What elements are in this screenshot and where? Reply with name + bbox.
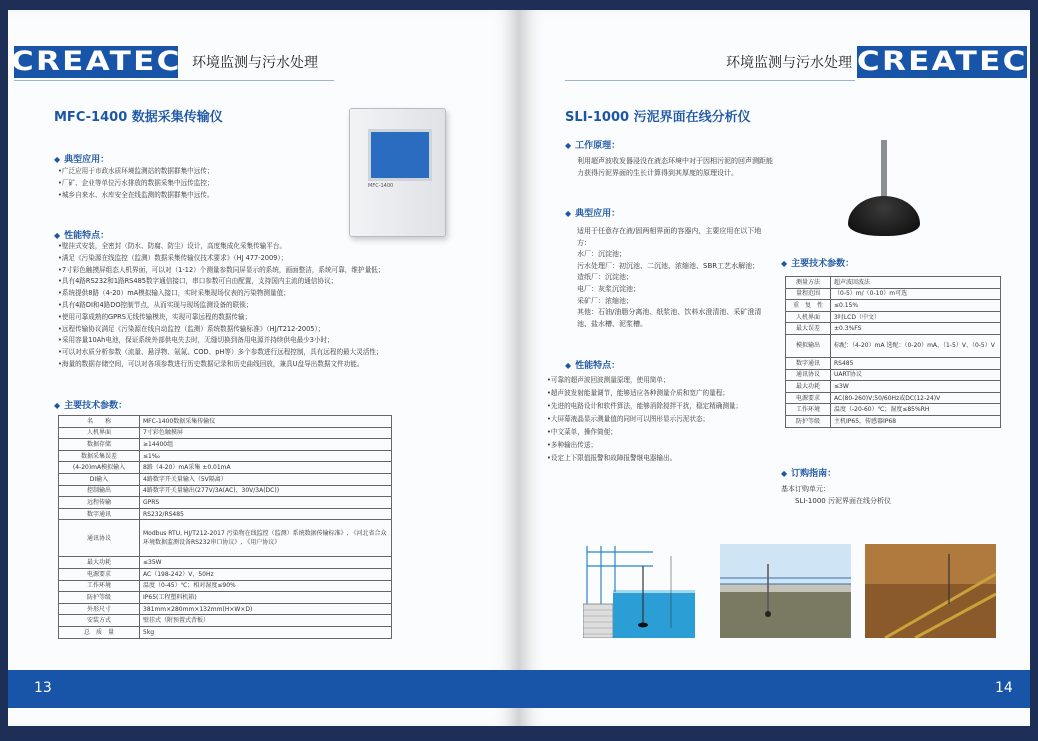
list-item: • 设定上下限值报警和故障报警继电器输出。 bbox=[547, 452, 755, 465]
list-item: • 壁挂式安装，全密封（防水、防腐、防尘）设计，高度集成化采集传输平台。 bbox=[58, 241, 498, 253]
brochure-spread bbox=[8, 10, 1030, 726]
features-list bbox=[547, 374, 755, 465]
header-rule bbox=[14, 80, 334, 81]
text-line: 适用于任意存在液/固两相界面的容器内，主要应用在以下地方： bbox=[577, 227, 762, 247]
footer-bar bbox=[519, 670, 1030, 708]
list-item: • 先进的电路设计和软件算法，能够消除搅拌干扰，稳定精确测量； bbox=[547, 400, 755, 413]
list-item: • 海量的数据存储空间，可以对各项参数进行历史数据记录和历史曲线回放，兼具U盘导出数据文件功能。 bbox=[58, 359, 498, 371]
text-line: 采矿厂：浓缩池； bbox=[577, 296, 633, 305]
product-title: MFC-1400 数据采集传输仪 bbox=[54, 110, 223, 125]
table-row: (4-20)mA模拟输入 8路（4-20）mA采集 ±0.01mA bbox=[59, 462, 392, 474]
list-item: • 远程传输协议满足《污染源在线自动监控（监测）系统数据传输标准》（HJ/T212-2005）； bbox=[58, 324, 498, 336]
footer-bar bbox=[8, 670, 519, 708]
table-row: 名 称 MFC-1400数据采集传输仪 bbox=[59, 416, 392, 428]
list-item: • 系统提供8路（4-20）mA模拟输入接口，实时采集现场仪表的污染物测量值； bbox=[58, 288, 498, 300]
section-features: ◆ 性能特点： bbox=[54, 228, 109, 241]
table-row: 数字通讯 RS232/RS485 bbox=[59, 508, 392, 520]
section-features: ◆ 性能特点： bbox=[565, 358, 620, 371]
createc-logo: CREATEC bbox=[10, 46, 182, 77]
list-item: • 使用可靠成熟的GPRS无线传输模块，实现可靠远程的数据传输； bbox=[58, 312, 498, 324]
createc-logo: CREATEC bbox=[856, 46, 1028, 77]
table-row: 电源要求 AC(80-260)V;50/60Hz或DC(12-24)V bbox=[786, 392, 1001, 404]
table-row: 通讯协议 Modbus RTU, HJ/T212-2017 污染物在线监控（监测）系统数据传输标准》, 《河北省合众环境数据监测设备RS232串口协议》, 《用户协议》 bbox=[59, 520, 392, 557]
installation-diagram bbox=[583, 544, 695, 638]
table-row: 电源要求 AC（198-242）V，50Hz bbox=[59, 568, 392, 580]
table-row: 量程范围 （0-5）m/（0-10）m可选 bbox=[786, 288, 1001, 300]
text-line: 其他：石油/油脂分离池、纸浆池、饮料水澄清池、采矿澄清池、盐水槽、泥浆槽。 bbox=[577, 308, 762, 328]
list-item: • 厂矿、企业等单位污水排放的数据采集中远传监控； bbox=[58, 178, 348, 190]
list-item: • 城乡自来水、水库安全在线监测的数据群集中远传。 bbox=[58, 190, 348, 202]
list-item: • 大屏幕液晶显示测量值的同时可以图形显示污泥状态； bbox=[547, 413, 755, 426]
table-row: 防护等级 主机IP65，传感器IP68 bbox=[786, 415, 1001, 427]
section-spec: ◆ 主要技术参数： bbox=[54, 398, 127, 411]
page-number: 13 bbox=[34, 680, 52, 696]
table-row: DI输入 4路数字开关量输入（5V隔离） bbox=[59, 473, 392, 485]
list-item: • 中文菜单，操作简便； bbox=[547, 426, 755, 439]
table-row: 最大误差 ±0.3%FS bbox=[786, 323, 1001, 335]
table-row: 防护等级 IP65(工程塑料机箱) bbox=[59, 592, 392, 604]
sensor-probe-photo bbox=[848, 196, 920, 236]
text-line: 电厂：灰浆沉淀池； bbox=[577, 284, 640, 293]
left-page bbox=[8, 10, 519, 726]
list-item: • 采用容量10Ah电池，保证系统外部供电失去时，无缝切换到备用电源并持续供电最少3小时； bbox=[58, 335, 498, 347]
section-typical-app: ◆ 典型应用： bbox=[565, 206, 620, 219]
order-line: SLI-1000 污泥界面在线分析仪 bbox=[795, 496, 891, 505]
typical-app-list bbox=[58, 166, 348, 201]
list-item: • 多种输出传送； bbox=[547, 439, 755, 452]
table-row: 人机界面 7寸彩色触摸屏 bbox=[59, 427, 392, 439]
table-row: 测量方法 超声波回波法 bbox=[786, 277, 1001, 289]
list-item: • 可靠的超声波回波测量原理，使用简单； bbox=[547, 374, 755, 387]
typical-app-text bbox=[577, 226, 773, 330]
sensor-rod bbox=[881, 140, 887, 200]
table-row: 远程传输 GPRS bbox=[59, 497, 392, 509]
table-row: 模拟输出 标配：（4-20）mA 选配：（0-20）mA、（1-5）V、（0-5）V bbox=[786, 334, 1001, 357]
table-row: 重 复 性 ≤0.15% bbox=[786, 300, 1001, 312]
table-row: 人机界面 3吋LCD（中文） bbox=[786, 311, 1001, 323]
table-row: 工作环境 温度（-20-60）℃；湿度≤85%RH bbox=[786, 404, 1001, 416]
device-label: MFC-1400 bbox=[368, 183, 394, 189]
spec-table bbox=[785, 276, 1001, 428]
order-text bbox=[781, 484, 981, 507]
site-photo-clarifier bbox=[865, 544, 996, 638]
table-row: 数据采集误差 ≤1‰ bbox=[59, 450, 392, 462]
section-typical-app: ◆ 典型应用： bbox=[54, 152, 109, 165]
table-row: 最大功耗 ≤35W bbox=[59, 557, 392, 569]
section-principle: ◆ 工作原理： bbox=[565, 138, 620, 151]
text-line: 造纸厂：沉淀池； bbox=[577, 273, 633, 282]
table-row: 安装方式 壁挂式（附预置式背板） bbox=[59, 615, 392, 627]
order-line: 基本订购单元： bbox=[781, 485, 830, 493]
list-item: • 具有4路RS232和1路RS485数字通信接口，串口参数可自由配置，支持国内主流的通信协议； bbox=[58, 276, 498, 288]
right-page bbox=[519, 10, 1030, 726]
device-photo bbox=[349, 108, 446, 237]
list-item: • 超声波发射能量调节，能够适应各种测量介质和宽广的量程； bbox=[547, 387, 755, 400]
table-row: 数字通讯 RS485 bbox=[786, 357, 1001, 369]
table-row: 总 质 量 5kg bbox=[59, 626, 392, 638]
features-list bbox=[58, 241, 498, 371]
header-rule bbox=[565, 80, 855, 81]
header-title: 环境监测与污水处理 bbox=[192, 55, 318, 71]
section-order: ◆ 订购指南： bbox=[781, 466, 836, 479]
table-row: 工作环境 温度（0-45）℃；相对湿度≤90% bbox=[59, 580, 392, 592]
text-line: 水厂：沉淀池； bbox=[577, 250, 626, 259]
product-title: SLI-1000 污泥界面在线分析仪 bbox=[565, 110, 751, 125]
table-row: 通讯协议 UART协议 bbox=[786, 369, 1001, 381]
table-row: 控制输出 4路数字开关量输出(277V/3A(AC)、30V/3A(DC)) bbox=[59, 485, 392, 497]
table-row: 数据存储 ≥14400组 bbox=[59, 439, 392, 451]
spec-table bbox=[58, 415, 392, 639]
text-line: 污水处理厂：初沉池、二沉池、浓缩池、SBR工艺水解池； bbox=[577, 261, 760, 270]
table-row: 最大功耗 ≤3W bbox=[786, 381, 1001, 393]
header-title: 环境监测与污水处理 bbox=[726, 55, 852, 71]
principle-text: 利用超声波收发器浸没在液态环境中对于因相污泥的回声测距能力获得污泥界面的生长计算得到其厚度的原理设计。 bbox=[577, 157, 773, 177]
list-item: • 可以对水质分析参数（流量、悬浮物、氨氮、COD、pH等）多个参数进行远程控制，具有远程的最大灵活性； bbox=[58, 347, 498, 359]
list-item: • 满足《污染源在线监控（监测）数据采集传输仪技术要求》（HJ 477-2009）； bbox=[58, 253, 498, 265]
list-item: • 具有4路DI和4路DO控制节点，从而实现与现场监测设备的联锁； bbox=[58, 300, 498, 312]
list-item: • 7寸彩色触摸屏组态人机界面，可以对（1-12）个测量参数同屏显示的系统，画面整洁，系统可靠，维护量低； bbox=[58, 265, 498, 277]
table-row: 外形尺寸 381mm×280mm×132mm(H×W×D) bbox=[59, 603, 392, 615]
site-photo-tank bbox=[720, 544, 851, 638]
device-screen bbox=[368, 129, 432, 181]
list-item: • 广泛应用于市政水质环境监测站的数据群集中远传； bbox=[58, 166, 348, 178]
page-number: 14 bbox=[995, 680, 1013, 696]
section-spec: ◆ 主要技术参数： bbox=[781, 256, 854, 269]
